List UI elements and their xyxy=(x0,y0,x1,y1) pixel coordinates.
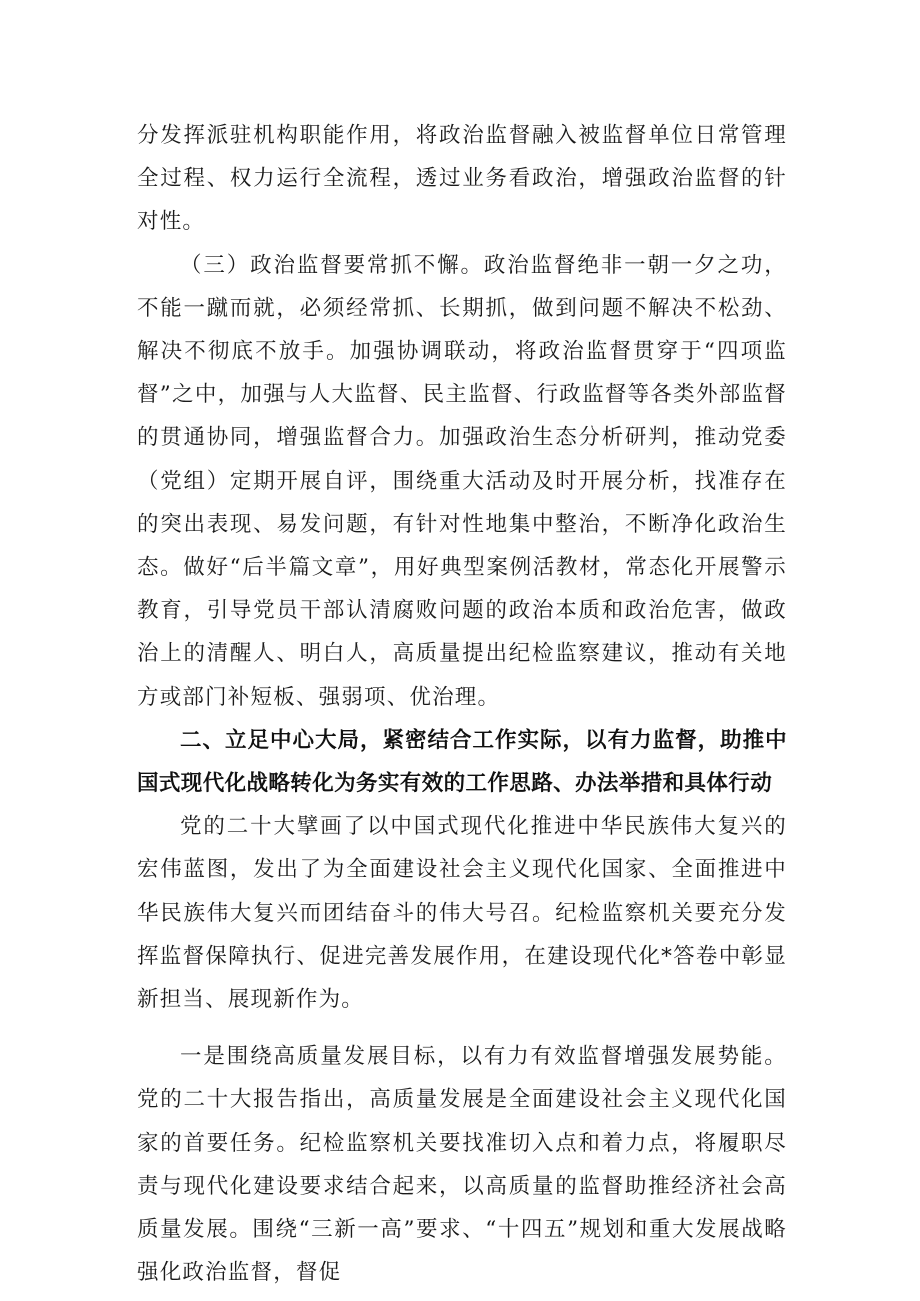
paragraph-political-supervision-persistence: （三）政治监督要常抓不懈。政治监督绝非一朝一夕之功，不能一蹴而就，必须经常抓、长期抓，做到问题不解决不松劲、解决不彻底不放手。加强协调联动，将政治监督贯穿于“四项监督”之中，加强与人大监督、民主监督、行政监督等各类外部监督的贯通协同，增强监督合力。加强政治生态分析研判，推动党委（党组）定期开展自评，围绕重大活动及时开展分析，找准存在的突出表现、易发问题，有针对性地集中整治，不断净化政治生态。做好“后半篇文章”，用好典型案例活教材，常态化开展警示教育，引导党员干部认清腐败问题的政治本质和政治危害，做政治上的清醒人、明白人，高质量提出纪检监察建议，推动有关地方或部门补短板、强弱项、优治理。 xyxy=(137,252,787,710)
paragraph-twentieth-congress: 党的二十大擘画了以中国式现代化推进中华民族伟大复兴的宏伟蓝图，发出了为全面建设社会主义现代化国家、全面推进中华民族伟大复兴而团结奋斗的伟大号召。纪检监察机关要充分发挥监督保障执行、促进完善发展作用，在建设现代化*答卷中彰显新担当、展现新作为。 xyxy=(137,814,787,1013)
paragraph-spacer xyxy=(137,1021,787,1035)
paragraph-high-quality-development: 一是围绕高质量发展目标，以有力有效监督增强发展势能。党的二十大报告指出，高质量发展是全面建设社会主义现代化国家的首要任务。纪检监察机关要找准切入点和着力点，将履职尽责与现代化建设要求结合起来，以高质量的监督助推经济社会高质量发展。围绕“三新一高”要求、“十四五”规划和重大发展战略强化政治监督，督促 xyxy=(137,1044,787,1286)
document-body xyxy=(137,114,787,1294)
paragraph-continuation: 分发挥派驻机构职能作用，将政治监督融入被监督单位日常管理全过程、权力运行全流程，透过业务看政治，增强政治监督的针对性。 xyxy=(137,123,787,235)
section-heading-two: 二、立足中心大局，紧密结合工作实际，以有力监督，助推中国式现代化战略转化为务实有效的工作思路、办法举措和具体行动 xyxy=(137,727,787,797)
